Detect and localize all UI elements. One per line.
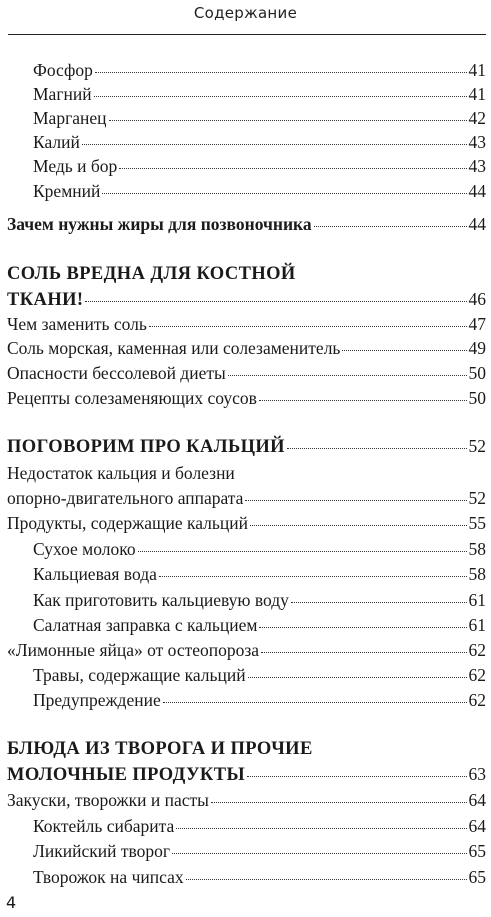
toc-entry-page: 52	[468, 488, 486, 508]
toc-entry-section[interactable]	[7, 213, 486, 235]
toc-entry-title: Рецепты солезаменяющих соусов	[7, 388, 257, 408]
toc-entry-title: ПОГОВОРИМ ПРО КАЛЬЦИЙ	[7, 437, 285, 457]
toc-entry[interactable]	[7, 362, 486, 384]
leader-dots	[109, 120, 467, 121]
toc-entry-title: Зачем нужны жиры для позвоночника	[7, 214, 312, 234]
toc-entry-title: Продукты, содержащие кальций	[7, 513, 248, 533]
leader-dots	[176, 828, 466, 829]
toc-entry-page: 52	[468, 436, 486, 456]
toc-entry[interactable]	[33, 689, 486, 711]
toc-entry[interactable]	[33, 589, 486, 611]
toc-entry[interactable]	[33, 664, 486, 686]
toc-entry-page: 62	[468, 690, 486, 710]
toc-entry-title: Медь и бор	[33, 156, 118, 176]
toc-entry[interactable]	[33, 840, 486, 862]
leader-dots	[291, 602, 467, 603]
toc-entry-page: 65	[468, 841, 486, 861]
toc-entry[interactable]	[7, 337, 486, 359]
leader-dots	[85, 301, 466, 302]
toc-entry-title: ТКАНИ!	[7, 290, 84, 310]
toc-entry-title: Травы, содержащие кальций	[33, 665, 246, 685]
leader-dots	[172, 853, 466, 854]
toc-entry-page: 42	[468, 108, 486, 128]
toc-entry-title: Как приготовить кальциевую воду	[33, 590, 289, 610]
toc-entry[interactable]	[7, 313, 486, 335]
toc-entry[interactable]	[33, 155, 486, 177]
toc-entry[interactable]	[7, 789, 486, 811]
leader-dots	[259, 627, 466, 628]
toc-entry-title: Фосфор	[33, 60, 93, 80]
toc-entry[interactable]	[33, 538, 486, 560]
leader-dots	[138, 551, 467, 552]
toc-entry-title: Марганец	[33, 108, 107, 128]
toc-entry-page: 41	[468, 60, 486, 80]
leader-dots	[228, 375, 467, 376]
toc-entry-title: Предупреждение	[33, 690, 161, 710]
toc-entry-chapter[interactable]	[7, 763, 486, 786]
chapter-title-line: БЛЮДА ИЗ ТВОРОГА И ПРОЧИЕ	[7, 739, 313, 759]
leader-dots	[94, 96, 467, 97]
page-number: 4	[6, 893, 17, 912]
toc-entry-title: опорно-двигательного аппарата	[7, 488, 244, 508]
header-rule	[8, 34, 486, 35]
leader-dots	[163, 702, 467, 703]
leader-dots	[287, 448, 467, 449]
toc-entry[interactable]	[33, 131, 486, 153]
toc-entry-title: Закуски, творожки и пасты	[7, 790, 209, 810]
toc-entry-title: Творожок на чипсах	[33, 867, 184, 887]
toc-entry-page: 47	[468, 314, 486, 334]
leader-dots	[186, 879, 467, 880]
leader-dots	[149, 326, 467, 327]
toc-entry-page: 44	[468, 214, 486, 234]
toc-entry-page: 49	[468, 338, 486, 358]
toc-entry[interactable]	[33, 563, 486, 585]
toc-entry-page: 50	[468, 363, 486, 383]
toc-entry-page: 43	[468, 132, 486, 152]
toc-entry-title: «Лимонные яйца» от остеопороза	[7, 640, 260, 660]
toc-entry-title: Ликийский творог	[33, 841, 171, 861]
toc-entry-page: 43	[468, 156, 486, 176]
toc-entry[interactable]	[33, 815, 486, 837]
toc-entry[interactable]	[33, 866, 486, 888]
running-header: Содержание	[193, 4, 298, 22]
toc-entry-page: 65	[468, 867, 486, 887]
toc-entry-title: Магний	[33, 84, 92, 104]
leader-dots	[102, 193, 466, 194]
toc-entry[interactable]	[7, 387, 486, 409]
toc-entry-title: Кальциевая вода	[33, 564, 157, 584]
toc-entry[interactable]	[33, 180, 486, 202]
leader-dots	[119, 168, 466, 169]
toc-entry-chapter[interactable]	[7, 435, 486, 458]
leader-dots	[82, 144, 467, 145]
toc-entry-page: 41	[468, 84, 486, 104]
toc-entry[interactable]	[33, 614, 486, 636]
toc-entry-page: 61	[468, 590, 486, 610]
leader-dots	[245, 500, 466, 501]
toc-entry-title: Коктейль сибарита	[33, 816, 175, 836]
toc-entry-title: Опасности бессолевой диеты	[7, 363, 226, 383]
toc-entry-chapter[interactable]	[7, 288, 486, 311]
leader-dots	[259, 400, 467, 401]
toc-entry[interactable]	[33, 83, 486, 105]
leader-dots	[247, 776, 466, 777]
toc-entry-title: Салатная заправка с кальцием	[33, 615, 258, 635]
toc-entry-page: 62	[468, 665, 486, 685]
toc-entry-title: МОЛОЧНЫЕ ПРОДУКТЫ	[7, 765, 246, 785]
leader-dots	[314, 226, 467, 227]
toc-entry-page: 46	[468, 289, 486, 309]
toc-entry-page: 44	[468, 181, 486, 201]
toc-entry-page: 61	[468, 615, 486, 635]
toc-entry-title: Кремний	[33, 181, 101, 201]
toc-entry-title: Сухое молоко	[33, 539, 136, 559]
leader-dots	[261, 652, 466, 653]
chapter-title-line: СОЛЬ ВРЕДНА ДЛЯ КОСТНОЙ	[7, 264, 296, 284]
toc-entry[interactable]	[33, 107, 486, 129]
toc-entry[interactable]	[33, 59, 486, 81]
toc-entry-page: 63	[468, 764, 486, 784]
toc-entry-page: 62	[468, 640, 486, 660]
leader-dots	[342, 350, 466, 351]
toc-entry[interactable]	[7, 487, 486, 509]
leader-dots	[211, 802, 467, 803]
leader-dots	[95, 72, 467, 73]
toc-entry-title: Чем заменить соль	[7, 314, 147, 334]
leader-dots	[248, 677, 467, 678]
toc-entry-page: 64	[468, 816, 486, 836]
toc-entry[interactable]	[7, 639, 486, 661]
toc-entry-title: Соль морская, каменная или солезаменитель	[7, 338, 341, 358]
toc-entry-page: 58	[468, 564, 486, 584]
leader-dots	[159, 576, 467, 577]
toc-entry-title-line: Недостаток кальция и болезни	[7, 463, 235, 483]
toc-entry-page: 55	[468, 513, 486, 533]
leader-dots	[250, 525, 467, 526]
toc-entry[interactable]	[7, 512, 486, 534]
toc-entry-page: 64	[468, 790, 486, 810]
toc-entry-page: 50	[468, 388, 486, 408]
toc-entry-page: 58	[468, 539, 486, 559]
toc-entry-title: Калий	[33, 132, 80, 152]
